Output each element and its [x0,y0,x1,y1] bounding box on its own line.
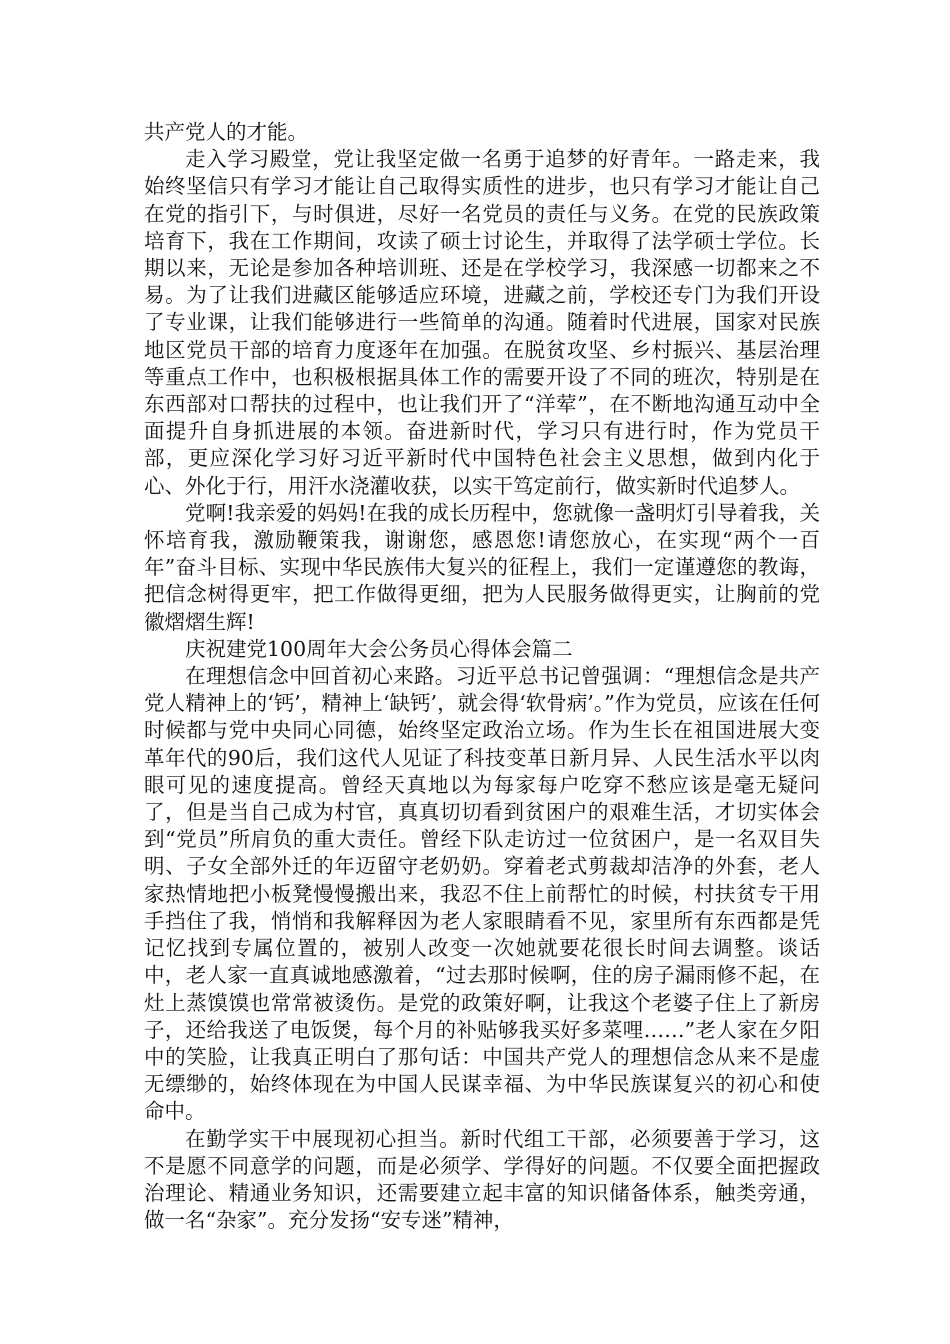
document-body [144,119,820,1234]
paragraph-1: 共产党人的才能。 [144,120,308,144]
paragraph-3: 党啊!我亲爱的妈妈!在我的成长历程中，您就像一盏明灯引导着我，关怀培育我，激励鞭策我，谢谢您，感恩您!请您放心，在实现“两个一百年”奋斗目标、实现中华民族伟大复兴的征程上，我们一定谨遵您的教诲，把信念树得更牢，把工作做得更细，把为人民服务做得更实，让胸前的党徽熠熠生辉! [144,500,820,634]
paragraph-2: 走入学习殿堂，党让我坚定做一名勇于追梦的好青年。一路走来，我始终坚信只有学习才能让自己取得实质性的进步，也只有学习才能让自己在党的指引下，与时俱进，尽好一名党员的责任与义务。在党的民族政策培育下，我在工作期间，攻读了硕士讨论生，并取得了法学硕士学位。长期以来，无论是参加各种培训班、还是在学校学习，我深感一切都来之不易。为了让我们进藏区能够适应环境，进藏之前，学校还专门为我们开设了专业课，让我们能够进行一些简单的沟通。随着时代进展，国家对民族地区党员干部的培育力度逐年在加强。在脱贫攻坚、乡村振兴、基层治理等重点工作中，也积极根据具体工作的需要开设了不同的班次，特别是在东西部对口帮扶的过程中，也让我们开了“洋荤”，在不断地沟通互动中全面提升自身抓进展的本领。奋进新时代，学习只有进行时，作为党员干部，更应深化学习好习近平新时代中国特色社会主义思想，做到内化于心、外化于行，用汗水浇灌收获，以实干笃定前行，做实新时代追梦人。 [144,147,820,498]
paragraph-5: 在勤学实干中展现初心担当。新时代组工干部，必须要善于学习，这不是愿不同意学的问题，而是必须学、学得好的问题。不仅要全面把握政治理论、精通业务知识，还需要建立起丰富的知识储备体系，触类旁通，做一名“杂家”。充分发扬“安专迷”精神， [144,1126,820,1233]
paragraph-4: 在理想信念中回首初心来路。习近平总书记曾强调：“理想信念是共产党人精神上的‘钙’，精神上‘缺钙’，就会得‘软骨病’。”作为党员，应该在任何时候都与党中央同心同德，始终坚定政治立场。作为生长在祖国进展大变革年代的90后，我们这代人见证了科技变革日新月异、人民生活水平以肉眼可见的速度提高。曾经天真地以为每家每户吃穿不愁应该是毫无疑问了，但是当自己成为村官，真真切切看到贫困户的艰难生活，才切实体会到“党员”所肩负的重大责任。曾经下队走访过一位贫困户，是一名双目失明、子女全部外迁的年迈留守老奶奶。穿着老式剪裁却洁净的外套，老人家热情地把小板凳慢慢搬出来，我忍不住上前帮忙的时候，村扶贫专干用手挡住了我，悄悄和我解释因为老人家眼睛看不见，家里所有东西都是凭记忆找到专属位置的，被别人改变一次她就要花很长时间去调整。谈话中，老人家一直真诚地感激着，“过去那时候啊，住的房子漏雨修不起，在灶上蒸馍馍也常常被烫伤。是党的政策好啊，让我这个老婆子住上了新房子，还给我送了电饭煲，每个月的补贴够我买好多菜哩……”老人家在夕阳中的笑脸，让我真正明白了那句话：中国共产党人的理想信念从来不是虚无缥缈的，始终体现在为中国人民谋幸福、为中华民族谋复兴的初心和使命中。 [144,664,820,1124]
section-heading: 庆祝建党100周年大会公务员心得体会篇二 [185,636,573,661]
